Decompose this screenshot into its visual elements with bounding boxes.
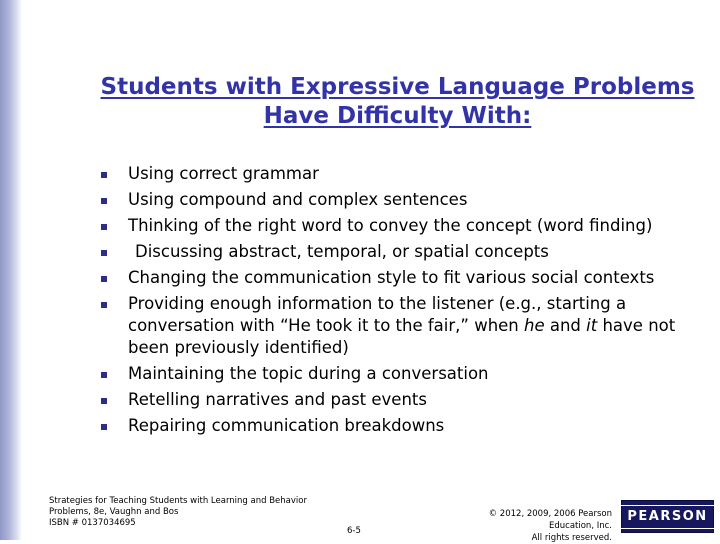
- list-item: [98, 389, 710, 411]
- list-item: [98, 215, 710, 237]
- list-item: [98, 293, 710, 359]
- square-bullet-icon: [101, 372, 107, 378]
- source-citation: Strategies for Teaching Students with Learning and Behavior Problems, 8e, Vaughn and Bos ISBN # 0137034695: [49, 496, 307, 528]
- square-bullet-icon: [101, 250, 107, 256]
- list-item: [98, 163, 710, 185]
- list-item-text: Changing the communication style to fit various social contexts: [128, 268, 655, 287]
- list-item: [98, 189, 710, 211]
- list-item: [98, 363, 710, 385]
- list-item-text: Discussing abstract, temporal, or spatial concepts: [135, 242, 549, 261]
- list-item-text: Using compound and complex sentences: [128, 190, 468, 209]
- bullet-list: [98, 163, 710, 441]
- list-item-text: Maintaining the topic during a conversation: [128, 364, 489, 383]
- square-bullet-icon: [101, 398, 107, 404]
- list-item-text: Using correct grammar: [128, 164, 319, 183]
- square-bullet-icon: [101, 302, 107, 308]
- list-item-text: Retelling narratives and past events: [128, 390, 427, 409]
- list-item: [98, 241, 710, 263]
- page-number: 6-5: [347, 526, 361, 536]
- list-item-text: Repairing communication breakdowns: [128, 416, 445, 435]
- copyright-notice: © 2012, 2009, 2006 Pearson Education, Inc. All rights reserved.: [488, 509, 612, 543]
- square-bullet-icon: [101, 424, 107, 430]
- list-item: [98, 415, 710, 437]
- slide-title: Students with Expressive Language Problems Have Difficulty With:: [100, 74, 695, 129]
- square-bullet-icon: [101, 276, 107, 282]
- list-item-text: Providing enough information to the listener (e.g., starting a conversation with “He took it to the fair,” when he and it have not been previously identified): [128, 294, 676, 357]
- list-item-text: Thinking of the right word to convey the concept (word finding): [128, 216, 653, 235]
- square-bullet-icon: [101, 198, 107, 204]
- list-item: [98, 267, 710, 289]
- square-bullet-icon: [101, 224, 107, 230]
- decorative-side-bar: [0, 0, 22, 540]
- square-bullet-icon: [101, 172, 107, 178]
- logo-text: PEARSON: [620, 505, 714, 529]
- pearson-logo: [621, 500, 714, 533]
